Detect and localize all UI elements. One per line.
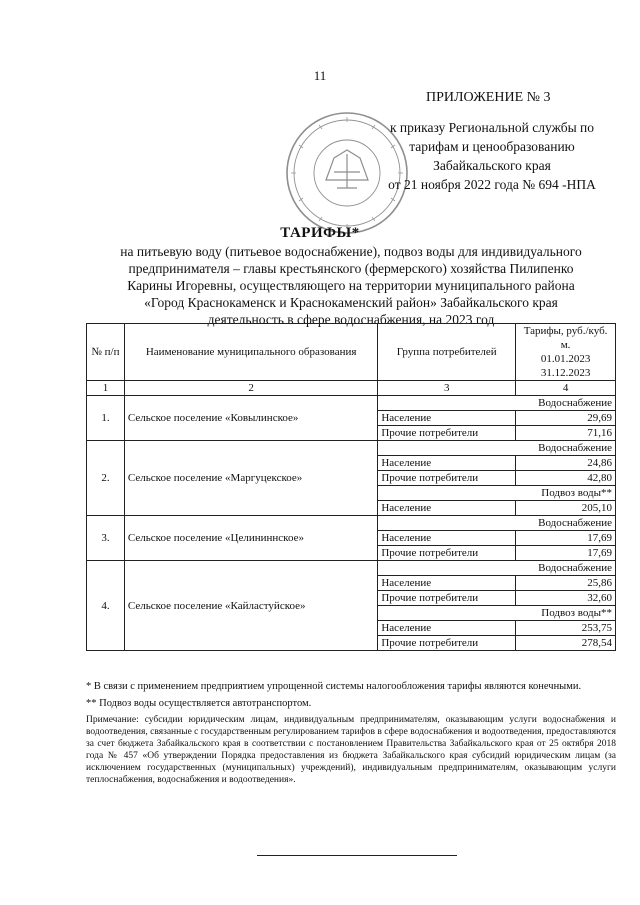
section-label: Водоснабжение — [378, 516, 616, 531]
header-date-to: 31.12.2023 — [540, 367, 591, 379]
consumer-group: Прочие потребители — [378, 546, 516, 561]
municipality-name: Сельское поселение «Ковылинское» — [124, 396, 377, 441]
section-label: Водоснабжение — [378, 561, 616, 576]
table-row — [87, 561, 616, 576]
table-header-row — [87, 324, 616, 381]
tariff-value: 17,69 — [516, 531, 616, 546]
tariff-value: 205,10 — [516, 501, 616, 516]
subtitle-line: Карины Игоревны, осуществляющего на территории муниципального района — [127, 278, 575, 293]
order-line: Забайкальского края — [433, 158, 551, 173]
row-num: 1. — [87, 396, 125, 441]
tariff-value: 278,54 — [516, 636, 616, 651]
section-label: Водоснабжение — [378, 441, 616, 456]
consumer-group: Прочие потребители — [378, 591, 516, 606]
tariff-value: 24,86 — [516, 456, 616, 471]
section-label: Подвоз воды** — [378, 486, 616, 501]
tariff-value: 32,60 — [516, 591, 616, 606]
municipality-name: Сельское поселение «Маргуцекское» — [124, 441, 377, 516]
row-num: 3. — [87, 516, 125, 561]
header-municipality: Наименование муниципального образования — [124, 324, 377, 381]
col-number: 2 — [124, 381, 377, 396]
header-consumer-group: Группа потребителей — [378, 324, 516, 381]
subtitle-line: «Город Краснокаменск и Краснокаменский район» Забайкальского края — [144, 295, 558, 310]
tariff-value: 253,75 — [516, 621, 616, 636]
tariff-value: 29,69 — [516, 411, 616, 426]
table-row — [87, 516, 616, 531]
notes-block — [86, 680, 616, 790]
row-num: 2. — [87, 441, 125, 516]
consumer-group: Население — [378, 531, 516, 546]
consumer-group: Прочие потребители — [378, 426, 516, 441]
municipality-name: Сельское поселение «Целининнское» — [124, 516, 377, 561]
municipality-name: Сельское поселение «Кайластуйское» — [124, 561, 377, 651]
footnote: * В связи с применением предприятием упрощенной системы налогообложения тарифы являются конечными. — [86, 681, 582, 692]
consumer-group: Население — [378, 576, 516, 591]
table-row — [87, 441, 616, 456]
header-tariff-label: Тарифы, руб./куб. м. — [523, 325, 608, 351]
header-num: № п/п — [87, 324, 125, 381]
consumer-group: Население — [378, 621, 516, 636]
tariff-value: 25,86 — [516, 576, 616, 591]
row-num: 4. — [87, 561, 125, 651]
header-date-from: 01.01.2023 — [540, 353, 591, 365]
page-number: 11 — [313, 68, 327, 83]
consumer-group: Население — [378, 411, 516, 426]
order-reference — [374, 118, 610, 194]
order-line: тарифам и ценообразованию — [409, 139, 575, 154]
consumer-group: Население — [378, 501, 516, 516]
col-number: 1 — [87, 381, 125, 396]
subtitle-line: на питьевую воду (питьевое водоснабжение), подвоз воды для индивидуального — [120, 244, 582, 259]
section-label: Водоснабжение — [378, 396, 616, 411]
subtitle-line: предпринимателя – главы крестьянского (фермерского) хозяйства Пилипенко — [128, 261, 574, 276]
tariff-value: 71,16 — [516, 426, 616, 441]
order-line: к приказу Региональной службы по — [389, 120, 595, 135]
order-line: от 21 ноября 2022 года № 694 -НПА — [388, 177, 596, 192]
header-tariff — [516, 324, 616, 381]
consumer-group: Прочие потребители — [378, 471, 516, 486]
tariff-value: 42,80 — [516, 471, 616, 486]
document-title: ТАРИФЫ* — [280, 225, 360, 241]
consumer-group: Прочие потребители — [378, 636, 516, 651]
table-row — [87, 396, 616, 411]
column-number-row — [87, 381, 616, 396]
tariff-table — [86, 323, 616, 651]
consumer-group: Население — [378, 456, 516, 471]
tariff-value: 17,69 — [516, 546, 616, 561]
note-text: Примечание: субсидии юридическим лицам, индивидуальным предпринимателям, оказывающим услуги водоснабжения и водоотведения, связанные с государственным регулированием тарифов в сфере водоснабжения и водоотведения, предоставляются за счет бюджета Забайкальского края в соответствии с постановлением Правительства Забайкальского края от 25 октября 2018 года № 457 «Об утверждении Порядка предоставления из бюджета Забайкальского края субсидий юридическим лицам (за исключением государственных (муниципальных) учреждений), индивидуальным предпринимателям, оказывающим услуги теплоснабжения, водоснабжения и водоотведения». — [86, 715, 616, 785]
col-number: 4 — [516, 381, 616, 396]
appendix-title: ПРИЛОЖЕНИЕ № 3 — [426, 90, 551, 105]
section-label: Подвоз воды** — [378, 606, 616, 621]
signature-line — [257, 855, 457, 856]
footnote: ** Подвоз воды осуществляется автотранспортом. — [86, 698, 312, 709]
subtitle-line: деятельность в сфере водоснабжения, на 2023 год — [207, 312, 495, 327]
col-number: 3 — [378, 381, 516, 396]
document-subtitle — [86, 243, 616, 328]
